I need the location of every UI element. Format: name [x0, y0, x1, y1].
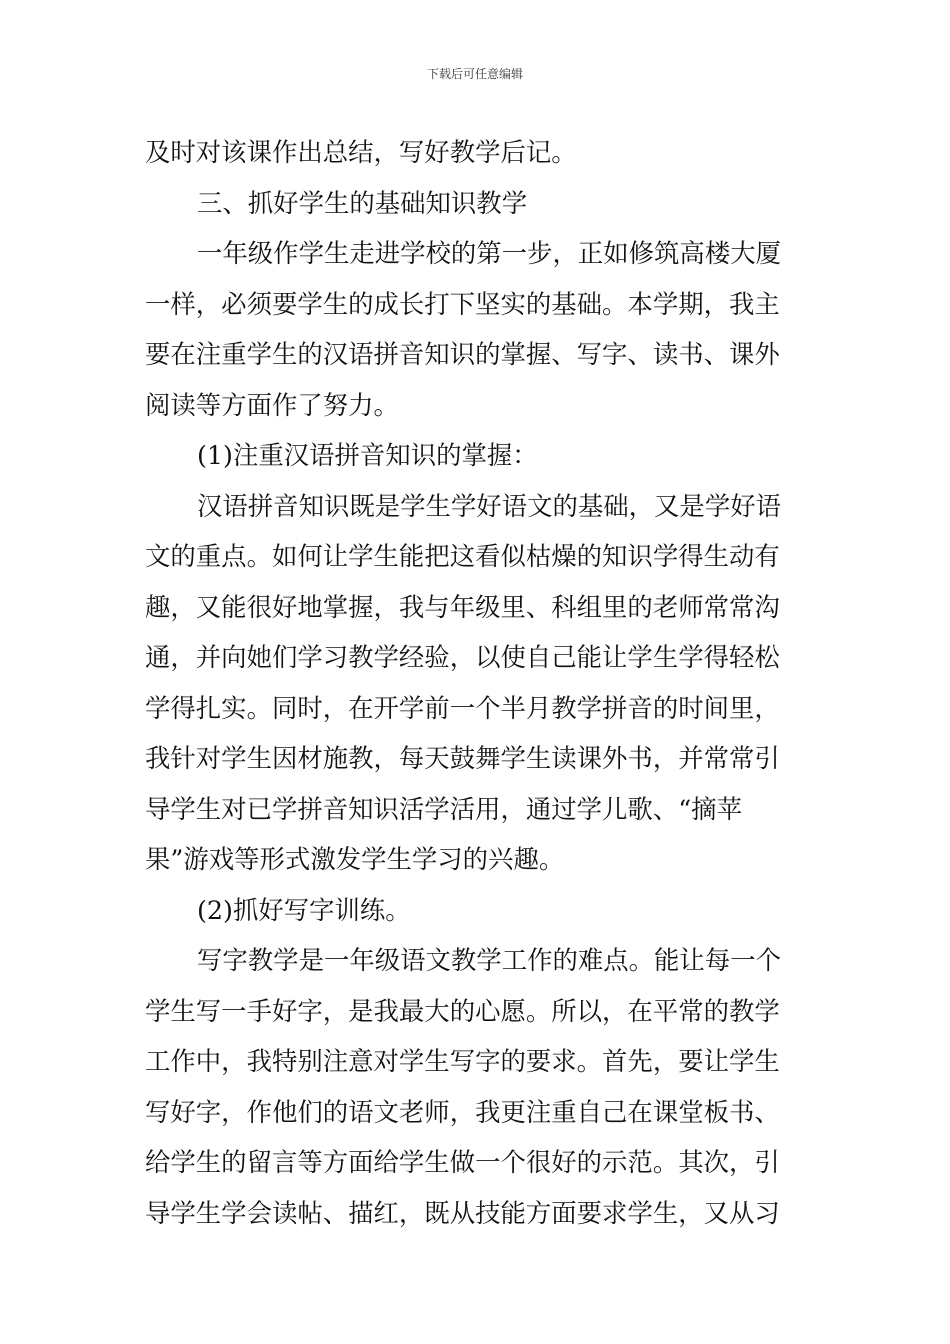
text-line: 我针对学生因材施教，每天鼓舞学生读课外书，并常常引	[145, 743, 780, 773]
text-line: 一样，必须要学生的成长打下坚实的基础。本学期，我主	[145, 288, 780, 319]
text-line: 写好字，作他们的语文老师，我更注重自己在课堂板书、	[145, 1096, 780, 1127]
subheading: (2)抓好写字训练。	[197, 894, 411, 925]
text-line: 导学生学会读帖、描红，既从技能方面要求学生，又从习	[145, 1197, 780, 1228]
text-line: 果”游戏等形式激发学生学习的兴趣。	[145, 844, 565, 874]
text-line: 给学生的留言等方面给学生做一个很好的示范。其次，引	[145, 1147, 780, 1177]
text-line: 及时对该课作出总结，写好教学后记。	[145, 137, 577, 167]
text-line: 趣，又能很好地掌握，我与年级里、科组里的老师常常沟	[145, 591, 780, 622]
text-line: 一年级作学生走进学校的第一步，正如修筑高楼大厦	[197, 238, 781, 268]
text-line: 阅读等方面作了努力。	[145, 389, 399, 420]
section-heading: 三、抓好学生的基础知识教学	[197, 187, 528, 218]
header-note: 下载后可任意编辑	[426, 67, 523, 81]
text-line: 要在注重学生的汉语拼音知识的掌握、写字、读书、课外	[145, 339, 780, 369]
text-line: 学得扎实。同时，在开学前一个半月教学拼音的时间里，	[145, 692, 780, 723]
text-line: 文的重点。如何让学生能把这看似枯燥的知识学得生动有	[145, 541, 780, 571]
text-line: 汉语拼音知识既是学生学好语文的基础，又是学好语	[197, 490, 781, 521]
text-line: 通，并向她们学习教学经验，以使自己能让学生学得轻松	[145, 642, 780, 672]
text-line: 导学生对已学拼音知识活学活用，通过学儿歌、“摘苹	[145, 793, 742, 824]
text-line: 写字教学是一年级语文教学工作的难点。能让每一个	[197, 945, 781, 975]
text-line: 学生写一手好字，是我最大的心愿。所以，在平常的教学	[145, 995, 780, 1026]
subheading: (1)注重汉语拼音知识的掌握：	[197, 440, 538, 470]
document-body	[145, 127, 810, 1238]
text-line: 工作中，我特别注意对学生写字的要求。首先，要让学生	[145, 1046, 780, 1076]
page-header	[0, 66, 950, 82]
